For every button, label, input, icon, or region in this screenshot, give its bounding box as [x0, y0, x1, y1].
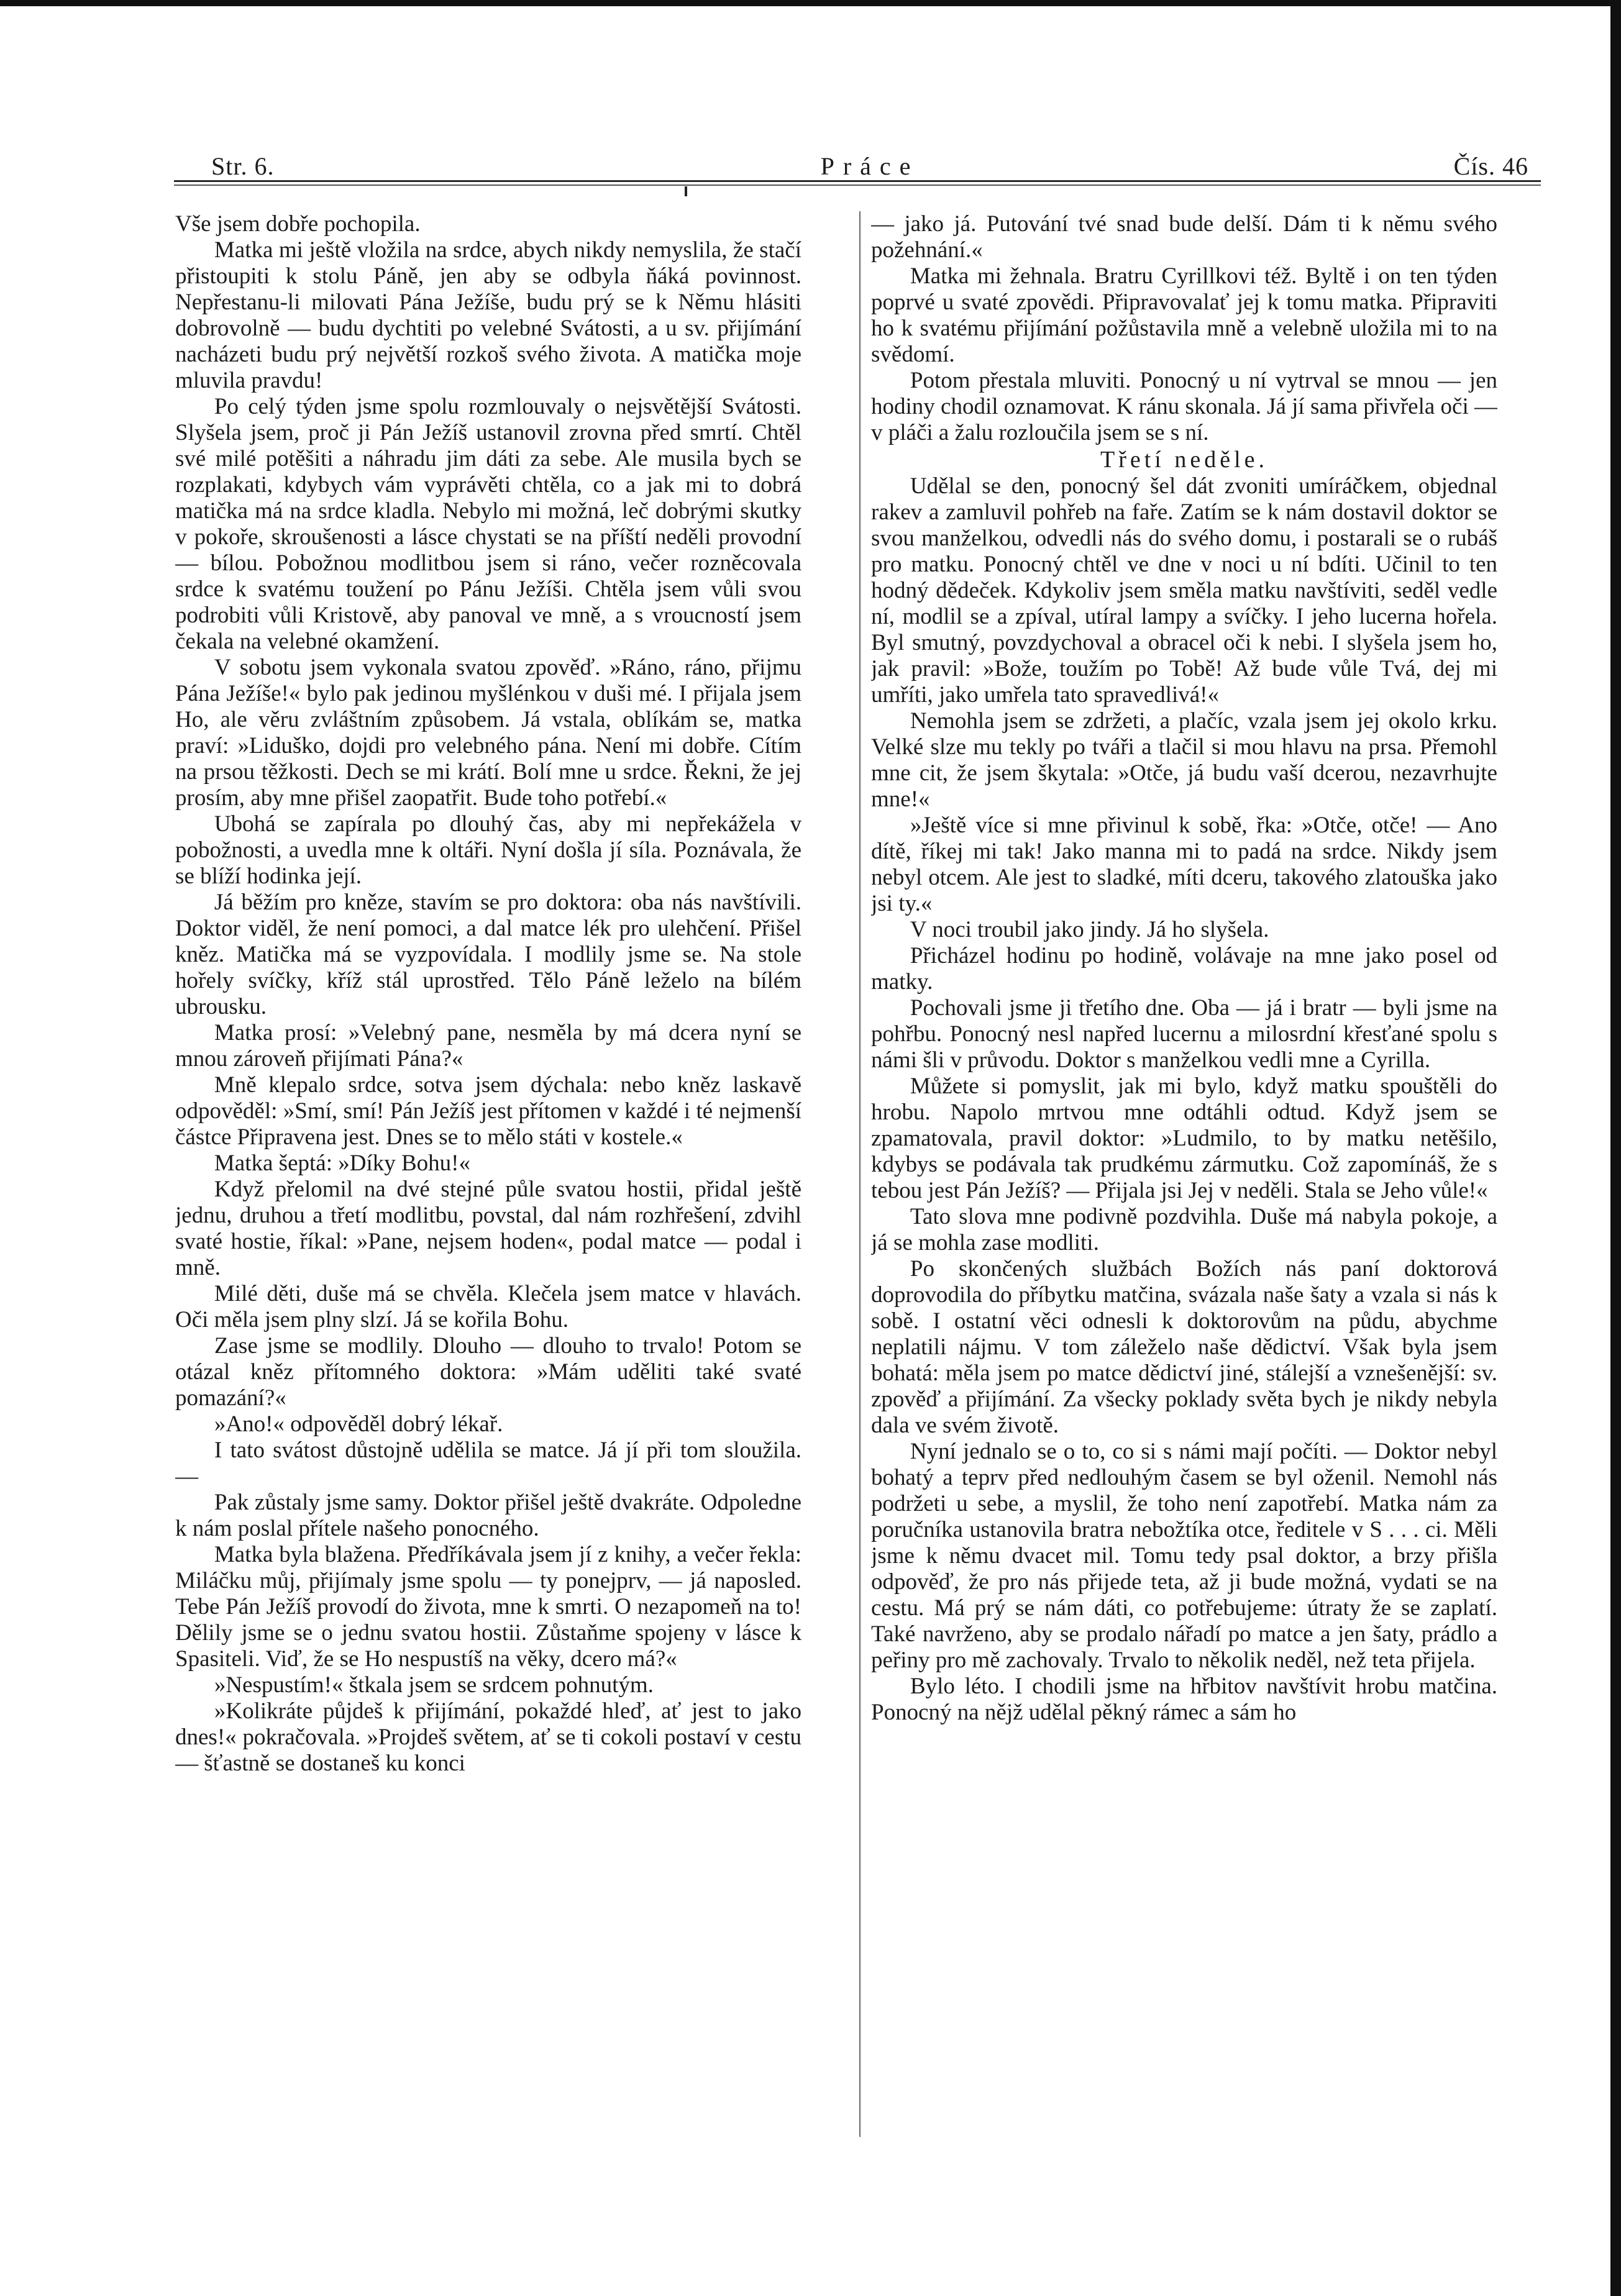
periodical-title: Práce	[820, 152, 920, 180]
paragraph: »Kolikráte půjdeš k přijímání, pokaždé hleď, ať jest to jako dnes!« pokračovala. »Projdeš světem, ať se ti cokoli postaví v cestu — šťastně se dostaneš ku konci	[175, 1698, 801, 1776]
left-column	[175, 211, 801, 2274]
paragraph: Ubohá se zapírala po dlouhý čas, aby mi nepřekážela v pobožnosti, a uvedla mne k oltáři. Nyní došla jí síla. Poznávala, že se blíží hodinka její.	[175, 811, 801, 889]
paragraph: Pochovali jsme ji třetího dne. Oba — já i bratr — byli jsme na pohřbu. Ponocný nesl napřed lucernu a milosrdní křesťané spolu s námi šli v průvodu. Doktor s manželkou vedli mne a Cyrilla.	[871, 995, 1497, 1073]
scan-edge-right	[1610, 0, 1621, 2296]
paragraph: Já běžím pro kněze, stavím se pro doktora: oba nás navštívili. Doktor viděl, že není pomoci, a dal matce lék pro ulehčení. Přišel kněz. Matička má se vyzpovídala. I modlily jsme se. Na stole hořely svíčky, kříž stál uprostřed. Tělo Páně leželo na bílém ubrousku.	[175, 890, 801, 1019]
section-heading: Třetí neděle.	[1100, 447, 1268, 473]
header-rule	[174, 180, 1541, 182]
paragraph: Po celý týden jsme spolu rozmlouvaly o nejsvětější Svátosti. Slyšela jsem, proč ji Pán Ježíš ustanovil zrovna před smrtí. Chtěl své milé potěšiti a náhradu jim dáti za sebe. Ale musila bych se rozplakati, kdybych vám vyprávěti chtěla, co a jak mi to dobrá matička má na srdce kladla. Nebylo mi možná, leč dobrými skutky v pokoře, skroušenosti a lásce chystati se na příští neděli provodní — bílou. Pobožnou modlitbou jsem si ráno, večer rozněcovala srdce k svatému toužení po Pánu Ježíši. Chtěla jsem vůli svou podrobiti vůli Kristově, aby panoval ve mně, a s vroucností jsem čekala na velebné okamžení.	[175, 394, 801, 654]
paragraph: Můžete si pomyslit, jak mi bylo, když matku spouštěli do hrobu. Napolo mrtvou mne odtáhli odtud. Když jsem se zpamatovala, pravil doktor: »Ludmilo, to by matku netěšilo, kdybys se podávala tak prudkému zármutku. Což zapomínáš, že s tebou jest Pán Ježíš? — Přijala jsi Jej v neděli. Stala se Jeho vůle!«	[871, 1073, 1497, 1203]
issue-number: Čís. 46	[1453, 152, 1528, 180]
paragraph: Po skončených službách Božích nás paní doktorová doprovodila do příbytku matčina, svázala naše šaty a vzala si nás k sobě. I ostatní věci odnesli k doktorovům na půdu, abychme neplatili nájmu. V tom záleželo naše dědictví. Však byla jsem bohatá: měla jsem po matce dědictví jiné, stálejší a vznešenější: sv. zpověď a přijímání. Za všecky poklady světa bych je nikdy nebyla dala ve svém životě.	[871, 1256, 1497, 1438]
paragraph: Udělal se den, ponocný šel dát zvoniti umíráčkem, objednal rakev a zamluvil pohřeb na faře. Zatím se k nám dostavil doktor se svou manželkou, odvedli nás do svého domu, i postarali se o rubáš pro matku. Ponocný chtěl ve dne v noci u ní bdíti. Učinil to ten hodný dědeček. Kdykoliv jsem směla matku navštíviti, seděl vedle ní, modlil se a zpíval, utíral lampy a svíčky. I jeho lucerna hořela. Byl smutný, povzdychoval a obracel oči k nebi. I slyšela jsem ho, jak pravil: »Bože, toužím po Tobě! Až bude vůle Tvá, dej mi umříti, jako umřela tato spravedlivá!«	[871, 473, 1497, 708]
page-number: Str. 6.	[211, 152, 275, 180]
paragraph: V sobotu jsem vykonala svatou zpověď. »Ráno, ráno, přijmu Pána Ježíše!« bylo pak jedinou myšlénkou v duši mé. I přijala jsem Ho, ale věru zvláštním způsobem. Já vstala, oblíkám se, matka praví: »Liduško, dojdi pro velebného pána. Není mi dobře. Cítím na prsou těžkosti. Dech se mi krátí. Bolí mne u srdce. Řekni, že jej prosím, aby mne přišel zaopatřit. Bude toho potřebí.«	[175, 655, 801, 811]
paragraph: Když přelomil na dvé stejné půle svatou hostii, přidal ještě jednu, druhou a třetí modlitbu, povstal, dal nám rozhřešení, zdvihl svaté hostie, říkal: »Pane, nejsem hoden«, podal matce — podal i mně.	[175, 1177, 801, 1280]
paragraph: Bylo léto. I chodili jsme na hřbitov navštívit hrobu matčina. Ponocný na nějž udělal pěkný rámec a sám ho	[871, 1674, 1497, 1725]
paragraph: Milé děti, duše má se chvěla. Klečela jsem matce v hlavách. Oči měla jsem plny slzí. Já se kořila Bohu.	[175, 1281, 801, 1332]
paragraph: Matka prosí: »Velebný pane, nesměla by má dcera nyní se mnou zároveň přijímati Pána?«	[175, 1020, 801, 1072]
paragraph: Potom přestala mluviti. Ponocný u ní vytrval se mnou — jen hodiny chodil oznamovat. K ránu skonala. Já jí sama přivřela oči — v pláči a žalu rozloučila jsem se s ní.	[871, 368, 1497, 445]
paragraph: »Ještě více si mne přivinul k sobě, řka: »Otče, otče! — Ano dítě, říkej mi tak! Jako manna mi to padá na srdce. Nikdy jsem nebyl otcem. Ale jest to sladké, míti dceru, takového zlatouška jako jsi ty.«	[871, 813, 1497, 916]
paragraph: I tato svátost důstojně udělila se matce. Já jí při tom sloužila. —	[175, 1437, 801, 1489]
header-rule-thin	[174, 184, 1541, 186]
paragraph: Pak zůstaly jsme samy. Doktor přišel ještě dvakráte. Odpoledne k nám poslal přítele našeho ponocného.	[175, 1490, 801, 1541]
paragraph: Tato slova mne podivně pozdvihla. Duše má nabyla pokoje, a já se mohla zase modliti.	[871, 1204, 1497, 1255]
paragraph: Vše jsem dobře pochopila.	[175, 211, 421, 237]
scan-edge-top	[0, 0, 1621, 6]
paragraph: Zase jsme se modlily. Dlouho — dlouho to trvalo! Potom se otázal kněz přítomného doktora: »Mám uděliti také svaté pomazání?«	[175, 1333, 801, 1411]
paragraph: Matka mi ještě vložila na srdce, abych nikdy nemyslila, že stačí přistoupiti k stolu Páně, jen aby se odbyla ňáká povinnost. Nepřestanu-li milovati Pána Ježíše, budu prý se k Němu hlásiti dobrovolně — budu dychtiti po velebné Svátosti, a u sv. přijímání nacházeti budu prý největší rozkoš svého života. A matička moje mluvila pravdu!	[175, 237, 801, 393]
paragraph: Nemohla jsem se zdržeti, a plačíc, vzala jsem jej okolo krku. Velké slze mu tekly po tváři a tlačil si mou hlavu na prsa. Přemohl mne cit, že jsem škytala: »Otče, já budu vaší dcerou, nezavrhujte mne!«	[871, 708, 1497, 812]
paragraph: »Ano!« odpověděl dobrý lékař.	[214, 1411, 503, 1437]
paragraph: Přicházel hodinu po hodině, volávaje na mne jako posel od matky.	[871, 943, 1497, 995]
paragraph: — jako já. Putování tvé snad bude delší. Dám ti k němu svého požehnání.«	[871, 211, 1497, 263]
paragraph: »Nespustím!« štkala jsem se srdcem pohnutým.	[214, 1672, 654, 1698]
paragraph: Matka šeptá: »Díky Bohu!«	[214, 1150, 470, 1176]
right-column	[871, 211, 1497, 2274]
paragraph: Matka mi žehnala. Bratru Cyrillkovi též. Byltě i on ten týden poprvé u svaté zpovědi. Připravovalať jej k tomu matka. Připraviti ho k svatému přijímání požůstavila mně a velebně uložila mi to na svědomí.	[871, 263, 1497, 367]
header-tick-mark	[685, 186, 687, 196]
paragraph: Nyní jednalo se o to, co si s námi mají počíti. — Doktor nebyl bohatý a teprv před nedlouhým časem se byl oženil. Nemohl nás podržeti u sebe, a myslil, že toho není zapotřebí. Matka nám za poručníka ustanovila bratra nebožtíka otce, ředitele v S . . . ci. Měli jsme k němu dvacet mil. Tomu tedy psal doktor, a brzy přišla odpověď, že pro nás přijede teta, až ji bude možná, vydati se na cestu. Má prý se nám dáti, co potřebujeme: útraty že se zaplatí. Také navrženo, aby se prodalo nářadí po matce a jen šaty, prádlo a peřiny pro mě zachovaly. Trvalo to několik neděl, než teta přijela.	[871, 1439, 1497, 1673]
paragraph: Mně klepalo srdce, sotva jsem dýchala: nebo kněz laskavě odpověděl: »Smí, smí! Pán Ježíš jest přítomen v každé i té nejmenší částce Připravena jest. Dnes se to mělo státi v kostele.«	[175, 1072, 801, 1150]
paragraph: V noci troubil jako jindy. Já ho slyšela.	[910, 917, 1269, 942]
column-divider	[859, 211, 861, 2137]
paragraph: Matka byla blažena. Předříkávala jsem jí z knihy, a večer řekla: Miláčku můj, přijímaly jsme spolu — ty ponejprv, — já naposled. Tebe Pán Ježíš provodí do života, mne k smrti. O nezapomeň na to! Dělily jsme se o jednu svatou hostii. Zůstaňme spojeny v lásce k Spasiteli. Viď, že se Ho nespustíš na věky, dcero má?«	[175, 1542, 801, 1672]
page-header	[211, 149, 1528, 184]
